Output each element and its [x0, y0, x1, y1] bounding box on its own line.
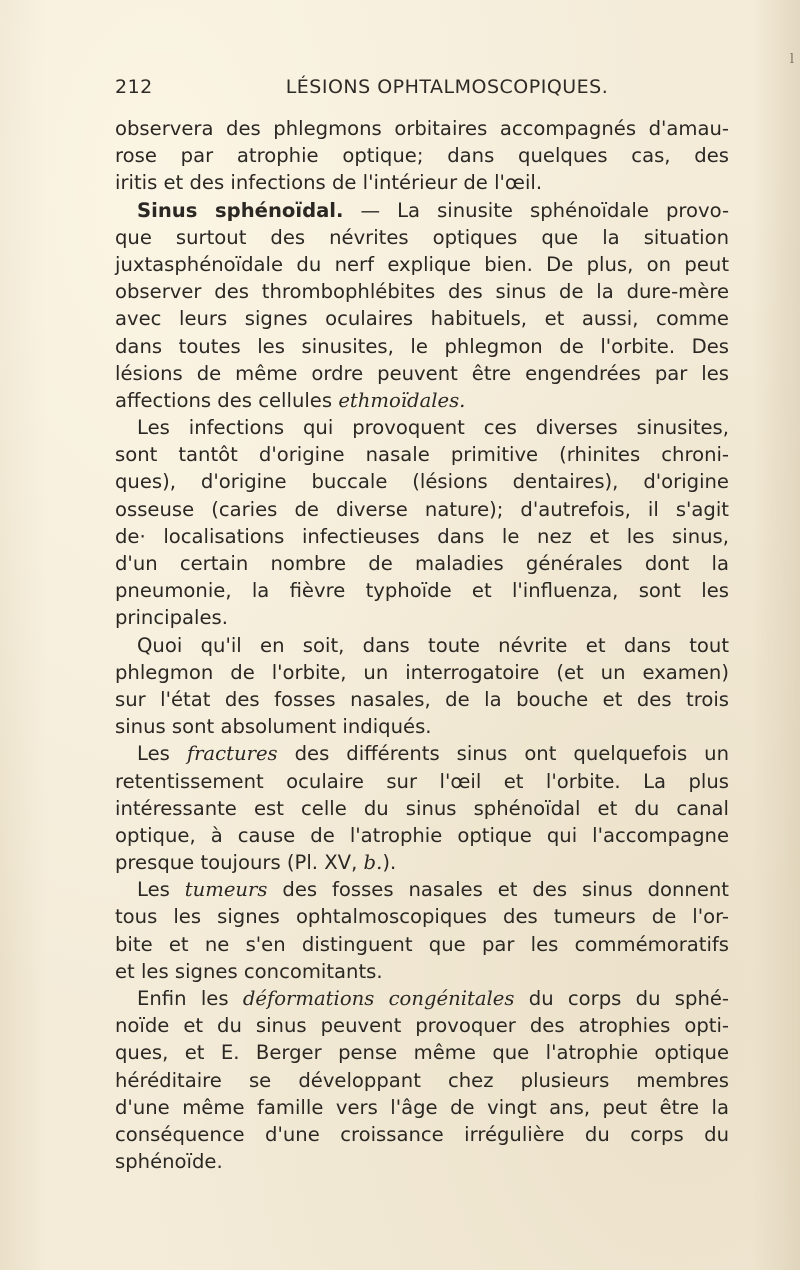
text-line	[115, 849, 729, 876]
text-line: juxtasphénoïdale du nerf explique bien. De plus, on peut	[115, 252, 729, 276]
text-line	[115, 876, 729, 903]
italic-term: tumeurs	[184, 878, 268, 902]
text-line: pneumonie, la fièvre typhoïde et l'influenza, sont les	[115, 579, 729, 603]
text-line: que surtout des névrites optiques que la situation	[115, 225, 729, 249]
text-line: de· localisations infectieuses dans le nez et les sinus,	[115, 524, 729, 548]
text-line: ques, et E. Berger pense même que l'atrophie optique	[115, 1041, 729, 1065]
italic-term: fractures	[186, 742, 278, 766]
text-line	[115, 387, 729, 414]
text-line: sont tantôt d'origine nasale primitive (rhinites chroni-	[115, 443, 729, 467]
text-line: optique, à cause de l'atrophie optique qui l'accompagne	[115, 823, 729, 847]
text-line: sinus sont absolument indiqués.	[115, 715, 432, 739]
text-line: retentissement oculaire sur l'œil et l'orbite. La plus	[115, 769, 729, 793]
text-line: avec leurs signes oculaires habituels, et aussi, comme	[115, 307, 729, 331]
italic-term: b.	[363, 851, 383, 875]
text-line: ques), d'origine buccale (lésions dentaires), d'origine	[115, 470, 729, 494]
text-fragment: Les	[137, 742, 187, 766]
running-title: LÉSIONS OPHTALMOSCOPIQUES.	[285, 76, 609, 98]
text-line: noïde et du sinus peuvent provoquer des atrophies opti-	[115, 1014, 729, 1038]
text-line: observer des thrombophlébites des sinus de la dure-mère	[115, 280, 729, 304]
text-line: bite et ne s'en distinguent que par les commémoratifs	[115, 932, 729, 956]
text-line: tous les signes ophtalmoscopiques des tumeurs de l'or-	[115, 905, 729, 929]
text-line: dans toutes les sinusites, le phlegmon de l'orbite. Des	[115, 334, 729, 358]
text-line: phlegmon de l'orbite, un interrogatoire (et un examen)	[115, 660, 729, 684]
text-fragment: des fosses nasales et des sinus donnent	[267, 878, 729, 902]
text-fragment: Les	[137, 878, 185, 902]
text-line: conséquence d'une croissance irrégulière du corps du	[115, 1122, 729, 1146]
text-line	[115, 740, 729, 767]
text-line	[115, 985, 729, 1012]
text-line: d'une même famille vers l'âge de vingt ans, peut être la	[115, 1095, 729, 1119]
text-line: Les infections qui provoquent ces diverses sinusites,	[137, 416, 729, 440]
section-heading: Sinus sphénoïdal.	[137, 198, 344, 222]
text-line: intéressante est celle du sinus sphénoïdal et du canal	[115, 796, 729, 820]
text-fragment: du corps du sphé-	[514, 987, 729, 1010]
italic-term: ethmoïdales.	[338, 388, 466, 412]
text-line: lésions de même ordre peuvent être engendrées par les	[115, 361, 729, 385]
text-line: d'un certain nombre de maladies générales dont la	[115, 552, 729, 575]
text-line: osseuse (caries de diverse nature); d'autrefois, il s'agit	[115, 497, 729, 521]
text-line: iritis et des infections de l'intérieur de l'œil.	[115, 171, 543, 195]
page-number: 212	[115, 76, 153, 98]
text-fragment: des différents sinus ont quelquefois un	[277, 742, 729, 766]
text-line: principales.	[115, 606, 228, 630]
text-fragment: ).	[382, 851, 397, 875]
text-fragment: affections des cellules	[115, 388, 339, 412]
text-line: héréditaire se développant chez plusieurs membres	[115, 1068, 729, 1092]
italic-term: déformations congénitales	[242, 987, 515, 1010]
text-line: et les signes concomitants.	[115, 959, 383, 983]
text-fragment: Enfin les	[137, 987, 243, 1010]
text-fragment: presque toujours (Pl. XV,	[115, 851, 364, 875]
text-line: rose par atrophie optique; dans quelques cas, des	[115, 144, 729, 168]
text-line: observera des phlegmons orbitaires accompagnés d'amau-	[115, 117, 729, 140]
body-text	[115, 115, 729, 1175]
text-line: sphénoïde.	[115, 1150, 223, 1174]
text-line: Quoi qu'il en soit, dans toute névrite et dans tout	[137, 633, 729, 657]
page-header	[115, 76, 729, 106]
edge-mark: l	[789, 52, 794, 67]
text-line-sinus-sphenoidal	[115, 197, 729, 224]
text-fragment: — La sinusite sphénoïdale provo-	[343, 198, 730, 222]
text-line: sur l'état des fosses nasales, de la bouche et des trois	[115, 687, 729, 711]
